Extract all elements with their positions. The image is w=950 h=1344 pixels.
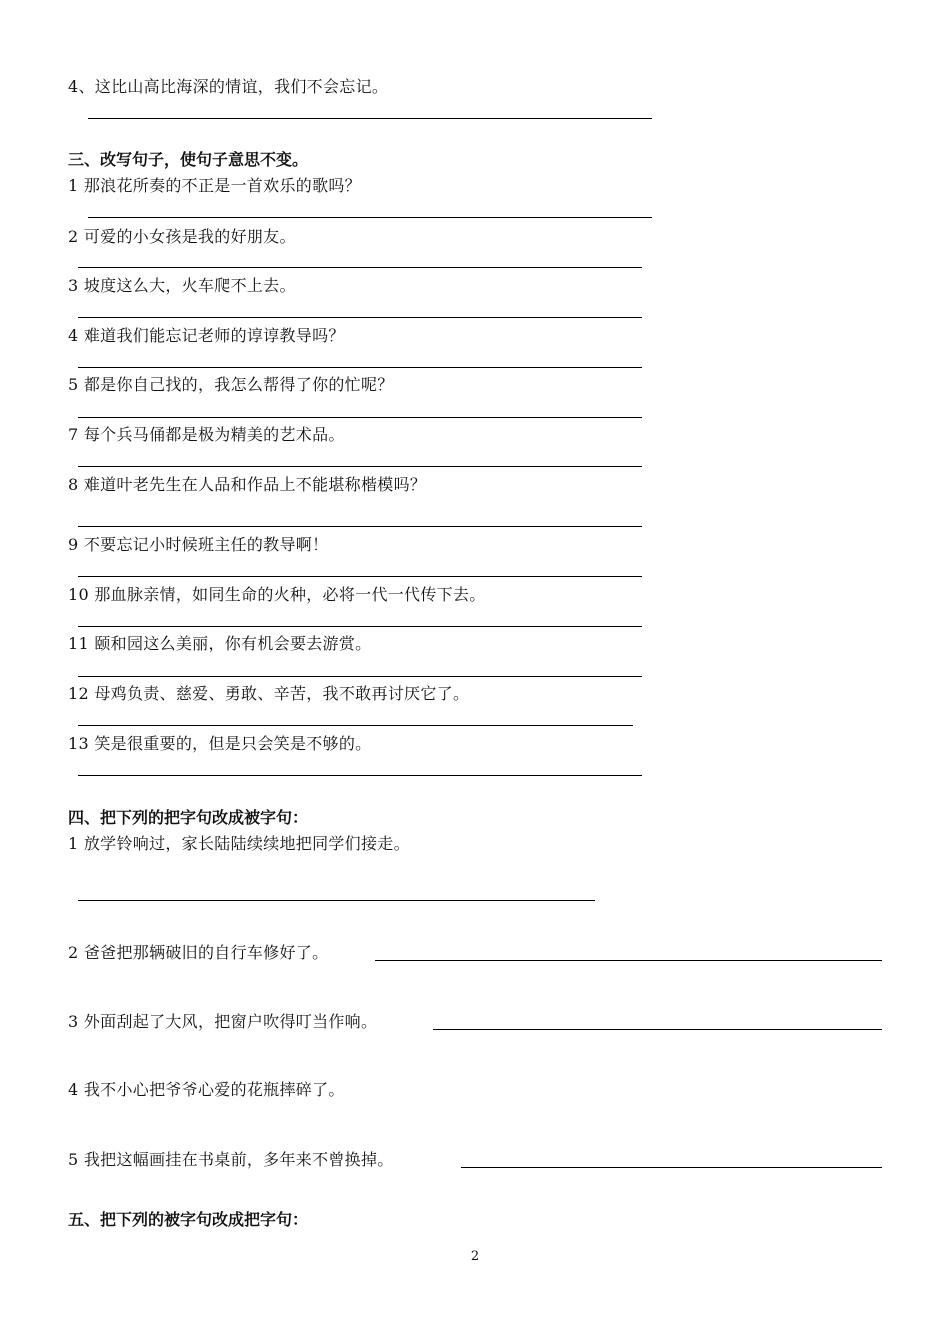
- exercise-item: 8 难道叶老先生在人品和作品上不能堪称楷模吗？: [68, 475, 427, 494]
- exercise-item: 10 那血脉亲情，如同生命的火种，必将一代一代传下去。: [68, 585, 486, 604]
- exercise-item: 7 每个兵马俑都是极为精美的艺术品。: [68, 425, 345, 444]
- exercise-item: 3 外面刮起了大风，把窗户吹得叮当作响。: [68, 1012, 378, 1031]
- exercise-item: 5 都是你自己找的，我怎么帮得了你的忙呢？: [68, 375, 394, 394]
- answer-line[interactable]: [461, 1167, 882, 1168]
- exercise-item: 1 那浪花所奏的不正是一首欢乐的歌吗？: [68, 176, 361, 195]
- answer-line[interactable]: [78, 725, 633, 726]
- answer-line[interactable]: [78, 526, 642, 527]
- answer-line[interactable]: [78, 367, 642, 368]
- section-heading: 四、把下列的把字句改成被字句：: [68, 808, 309, 827]
- section-heading: 三、改写句子，使句子意思不变。: [68, 150, 309, 169]
- section-heading: 五、把下列的被字句改成把字句：: [68, 1210, 309, 1229]
- answer-line[interactable]: [78, 626, 642, 627]
- answer-line[interactable]: [78, 900, 595, 901]
- exercise-item: 4 我不小心把爷爷心爱的花瓶摔碎了。: [68, 1080, 345, 1099]
- answer-line[interactable]: [375, 960, 882, 961]
- exercise-item: 1 放学铃响过，家长陆陆续续地把同学们接走。: [68, 834, 410, 853]
- exercise-item: 3 坡度这么大，火车爬不上去。: [68, 276, 296, 295]
- answer-line[interactable]: [78, 676, 642, 677]
- exercise-item: 11 颐和园这么美丽，你有机会要去游赏。: [68, 634, 372, 653]
- answer-line[interactable]: [78, 267, 642, 268]
- exercise-item: 9 不要忘记小时候班主任的教导啊！: [68, 535, 329, 554]
- answer-line[interactable]: [78, 576, 642, 577]
- answer-line[interactable]: [88, 118, 652, 119]
- exercise-item: 13 笑是很重要的，但是只会笑是不够的。: [68, 734, 372, 753]
- exercise-item: 5 我把这幅画挂在书桌前，多年来不曾换掉。: [68, 1150, 394, 1169]
- exercise-item: 2 爸爸把那辆破旧的自行车修好了。: [68, 943, 329, 962]
- exercise-item: 4、这比山高比海深的情谊，我们不会忘记。: [68, 77, 389, 96]
- page-number: 2: [470, 1249, 480, 1264]
- exercise-item: 2 可爱的小女孩是我的好朋友。: [68, 227, 296, 246]
- answer-line[interactable]: [78, 775, 642, 776]
- exercise-item: 4 难道我们能忘记老师的谆谆教导吗？: [68, 326, 345, 345]
- answer-line[interactable]: [78, 317, 642, 318]
- answer-line[interactable]: [78, 466, 642, 467]
- answer-line[interactable]: [433, 1029, 882, 1030]
- exercise-item: 12 母鸡负责、慈爱、勇敢、辛苦，我不敢再讨厌它了。: [68, 684, 470, 703]
- answer-line[interactable]: [78, 417, 642, 418]
- answer-line[interactable]: [88, 217, 652, 218]
